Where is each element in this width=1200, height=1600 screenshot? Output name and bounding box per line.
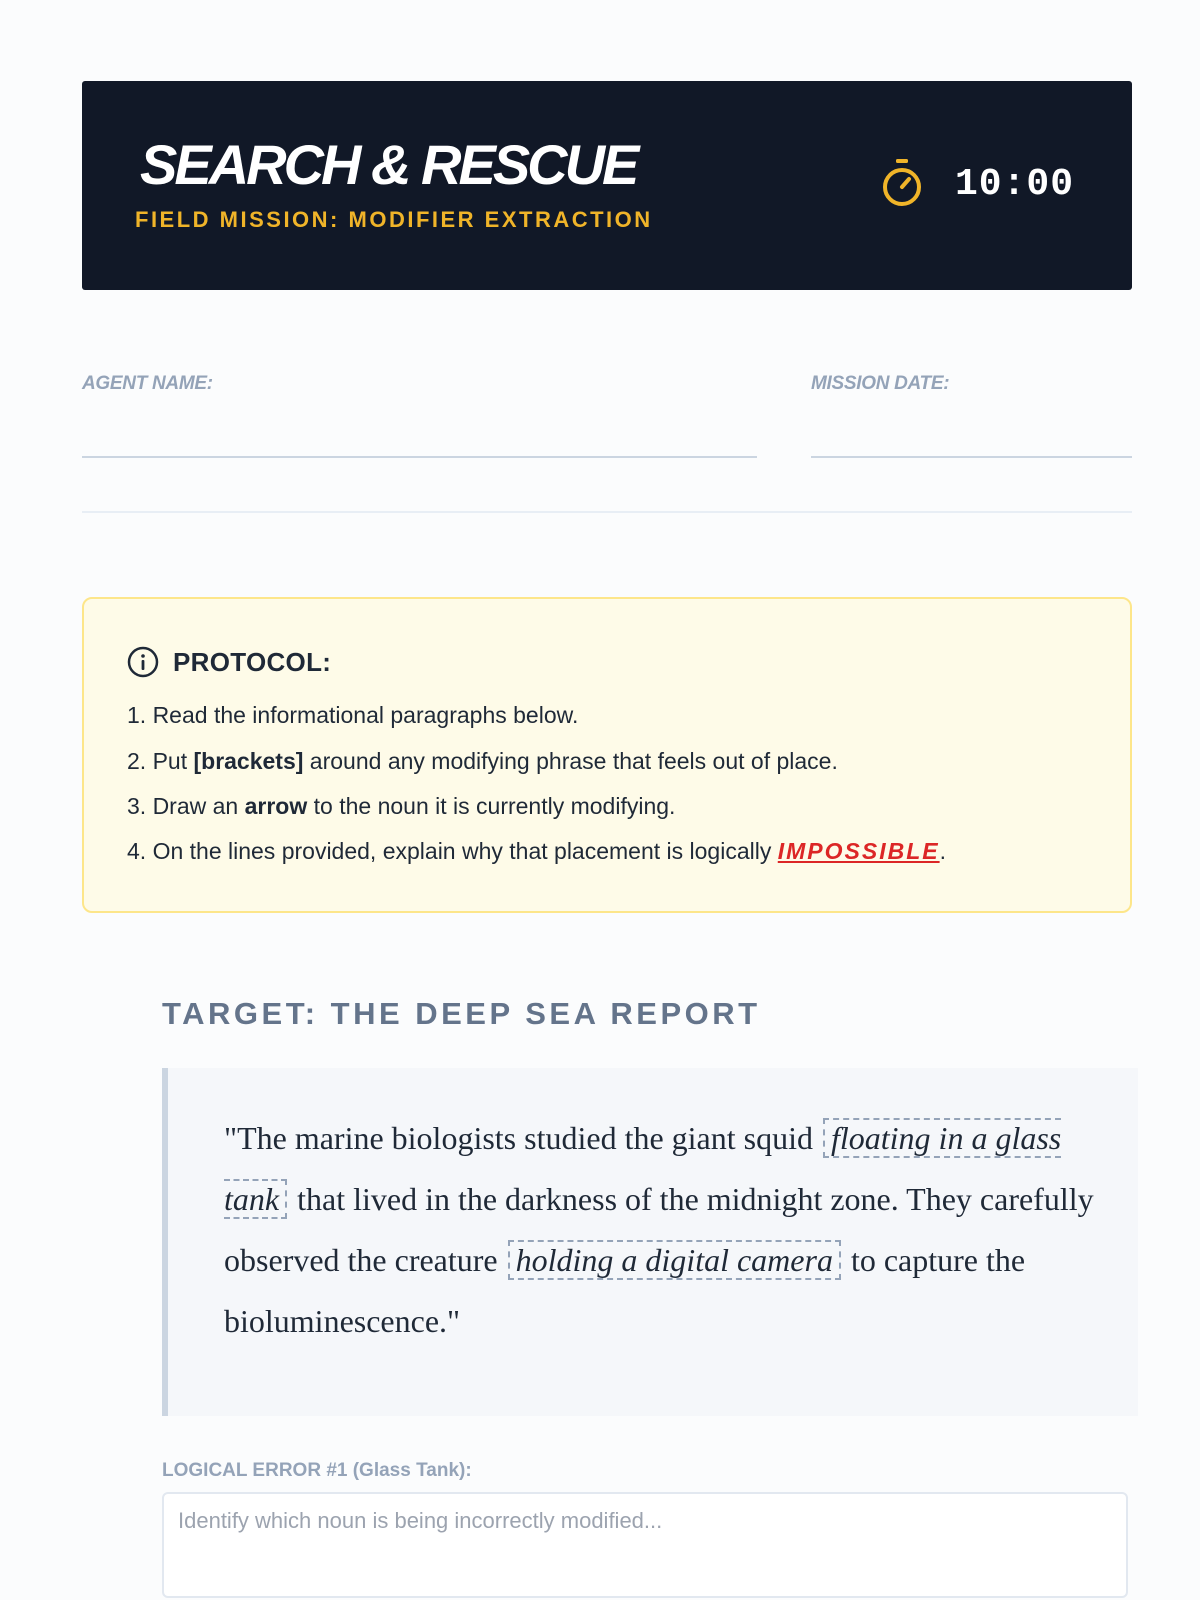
report-text: "The marine biologists studied the giant squid floating in a glass tank that lived in the darkness of the midnight zone. They carefully observed the creature holding a digital camera to capture the bioluminescence." [224, 1120, 1094, 1339]
logical-error-1-input[interactable] [162, 1492, 1128, 1598]
modifier-phrase-2[interactable]: holding a digital camera [508, 1240, 841, 1280]
protocol-box [82, 597, 1132, 913]
divider [82, 511, 1132, 513]
protocol-title: PROTOCOL: [173, 647, 332, 677]
impossible-emphasis: IMPOSSIBLE [777, 838, 940, 864]
header-subtitle: FIELD MISSION: MODIFIER EXTRACTION [135, 207, 653, 232]
protocol-step-1: 1. Read the informational paragraphs below. [127, 702, 579, 728]
agent-name-line[interactable] [82, 456, 757, 458]
protocol-step-2: 2. Put [brackets] around any modifying phrase that feels out of place. [127, 748, 838, 774]
mission-header [82, 81, 1132, 290]
modifier-phrase-1[interactable]: floating in a glass tank [224, 1120, 1062, 1217]
mission-date-label: MISSION DATE: [811, 373, 950, 394]
brackets-keyword: [brackets] [193, 748, 304, 774]
info-icon [127, 646, 159, 678]
timer-display: 10:00 [955, 163, 1075, 206]
header-title: SEARCH & RESCUE [140, 133, 637, 196]
stopwatch-icon [879, 157, 925, 209]
logical-error-1-label: LOGICAL ERROR #1 (Glass Tank): [162, 1460, 472, 1481]
arrow-keyword: arrow [244, 793, 308, 819]
agent-name-label: AGENT NAME: [82, 373, 213, 394]
mission-date-line[interactable] [811, 456, 1132, 458]
report-passage [162, 1068, 1138, 1416]
protocol-step-4: 4. On the lines provided, explain why that placement is logically IMPOSSIBLE. [127, 838, 946, 864]
protocol-step-3: 3. Draw an arrow to the noun it is currently modifying. [127, 793, 676, 819]
target-title: TARGET: THE DEEP SEA REPORT [162, 996, 761, 1031]
